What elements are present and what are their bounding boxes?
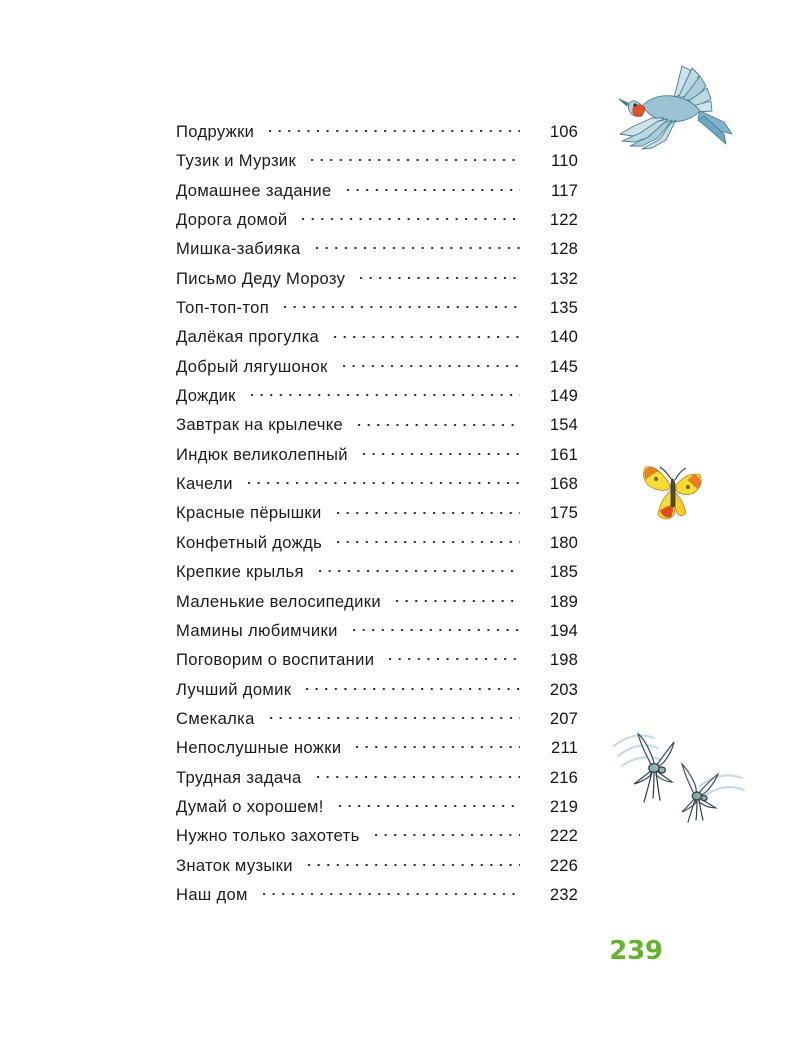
toc-entry-title: Думай о хорошем! [176, 796, 324, 816]
toc-entry[interactable] [176, 469, 578, 498]
toc-entry[interactable] [176, 146, 578, 175]
toc-entry-title: Добрый лягушонок [176, 356, 328, 376]
toc-entry[interactable] [176, 763, 578, 792]
toc-entry-title: Дорога домой [176, 210, 288, 230]
toc-entry[interactable] [176, 410, 578, 439]
butterfly-illustration [638, 455, 710, 527]
toc-entry-title: Смекалка [176, 708, 255, 728]
butterfly-icon [638, 455, 710, 527]
toc-entry[interactable] [176, 821, 578, 850]
toc-entry-page-number: 175 [549, 503, 578, 523]
toc-entry[interactable] [176, 733, 578, 762]
toc-leader-dots [337, 502, 520, 518]
toc-entry-page-number: 110 [551, 151, 578, 171]
toc-entry[interactable] [176, 205, 578, 234]
toc-entry[interactable] [176, 381, 578, 410]
toc-entry-title: Письмо Деду Морозу [176, 268, 346, 288]
toc-entry[interactable] [176, 440, 578, 469]
toc-leader-dots [334, 326, 520, 342]
toc-leader-dots [337, 532, 520, 548]
toc-entry-page-number: 198 [549, 650, 578, 670]
toc-entry-title: Качели [176, 474, 233, 494]
toc-entry-title: Завтрак на крылечке [176, 415, 344, 435]
toc-entry-page-number: 145 [549, 356, 578, 376]
toc-entry-title: Тузик и Мурзик [176, 151, 297, 171]
toc-leader-dots [360, 268, 520, 284]
toc-entry[interactable] [176, 234, 578, 263]
toc-leader-dots [353, 620, 520, 636]
toc-entry[interactable] [176, 616, 578, 645]
toc-leader-dots [356, 737, 520, 753]
toc-entry[interactable] [176, 322, 578, 351]
toc-entry[interactable] [176, 557, 578, 586]
toc-entry[interactable] [176, 880, 578, 909]
toc-entry-page-number: 149 [549, 386, 578, 406]
toc-entry-page-number: 180 [549, 532, 578, 552]
toc-leader-dots [269, 121, 520, 137]
flying-bird-illustration [612, 56, 737, 166]
toc-entry-title: Лучший домик [176, 679, 292, 699]
toc-entry-title: Конфетный дождь [176, 532, 323, 552]
toc-entry[interactable] [176, 704, 578, 733]
toc-leader-dots [270, 708, 520, 724]
toc-leader-dots [284, 297, 520, 313]
dragonflies-illustration [608, 708, 748, 828]
toc-leader-dots [306, 679, 520, 695]
toc-entry-title: Трудная задача [176, 767, 302, 787]
toc-entry-page-number: 117 [551, 180, 578, 200]
toc-entry[interactable] [176, 587, 578, 616]
toc-entry-page-number: 194 [549, 620, 578, 640]
toc-entry-title: Крепкие крылья [176, 562, 304, 582]
page-number: 239 [609, 936, 663, 966]
toc-entry-title: Топ-топ-топ [176, 298, 270, 318]
toc-leader-dots [302, 209, 520, 225]
toc-entry-title: Далёкая прогулка [176, 327, 320, 347]
toc-entry[interactable] [176, 498, 578, 527]
toc-entry-page-number: 168 [549, 474, 578, 494]
toc-entry-page-number: 185 [549, 562, 578, 582]
toc-leader-dots [248, 473, 520, 489]
toc-entry-page-number: 161 [549, 444, 578, 464]
toc-leader-dots [396, 591, 520, 607]
toc-entry[interactable] [176, 293, 578, 322]
toc-entry-page-number: 222 [549, 826, 578, 846]
toc-entry-page-number: 207 [549, 708, 578, 728]
toc-leader-dots [389, 649, 520, 665]
toc-entry-title: Нужно только захотеть [176, 826, 360, 846]
toc-entry-title: Дождик [176, 386, 236, 406]
toc-entry-page-number: 232 [549, 884, 578, 904]
toc-entry[interactable] [176, 645, 578, 674]
toc-entry-page-number: 135 [549, 298, 578, 318]
toc-leader-dots [308, 855, 520, 871]
toc-leader-dots [316, 238, 520, 254]
toc-entry-page-number: 226 [549, 855, 578, 875]
toc-entry-title: Знаток музыки [176, 855, 293, 875]
table-of-contents [176, 117, 578, 909]
toc-entry-page-number: 211 [551, 738, 578, 758]
toc-entry[interactable] [176, 675, 578, 704]
toc-entry-title: Домашнее задание [176, 180, 332, 200]
dragonflies-icon [608, 708, 748, 828]
toc-leader-dots [347, 180, 520, 196]
toc-entry-title: Красные пёрышки [176, 503, 322, 523]
toc-leader-dots [263, 884, 520, 900]
toc-entry[interactable] [176, 528, 578, 557]
toc-leader-dots [363, 444, 520, 460]
toc-entry-page-number: 106 [549, 122, 578, 141]
toc-leader-dots [251, 385, 520, 401]
toc-entry[interactable] [176, 264, 578, 293]
bird-icon [612, 56, 737, 166]
toc-entry-page-number: 154 [549, 415, 578, 435]
toc-entry-page-number: 219 [549, 796, 578, 816]
toc-leader-dots [339, 796, 520, 812]
toc-leader-dots [311, 150, 520, 166]
toc-entry-title: Мамины любимчики [176, 620, 338, 640]
toc-leader-dots [343, 356, 520, 372]
toc-entry-page-number: 122 [549, 210, 578, 230]
toc-entry[interactable] [176, 851, 578, 880]
toc-entry-title: Мишка-забияка [176, 239, 301, 259]
toc-entry-page-number: 140 [549, 327, 578, 347]
toc-entry[interactable] [176, 117, 578, 146]
toc-entry-page-number: 128 [549, 239, 578, 259]
toc-entry-page-number: 189 [549, 591, 578, 611]
toc-entry[interactable] [176, 352, 578, 381]
toc-leader-dots [358, 414, 520, 430]
toc-leader-dots [375, 825, 520, 841]
toc-entry-title: Подружки [176, 122, 255, 141]
toc-entry[interactable] [176, 792, 578, 821]
toc-entry-page-number: 216 [549, 767, 578, 787]
toc-leader-dots [319, 561, 520, 577]
toc-entry-title: Маленькие велосипедики [176, 591, 381, 611]
toc-entry[interactable] [176, 176, 578, 205]
toc-entry-title: Непослушные ножки [176, 738, 342, 758]
toc-leader-dots [317, 767, 520, 783]
toc-entry-title: Наш дом [176, 884, 248, 904]
toc-entry-page-number: 132 [549, 268, 578, 288]
toc-entry-title: Индюк великолепный [176, 444, 348, 464]
toc-entry-title: Поговорим о воспитании [176, 650, 375, 670]
toc-entry-page-number: 203 [549, 679, 578, 699]
